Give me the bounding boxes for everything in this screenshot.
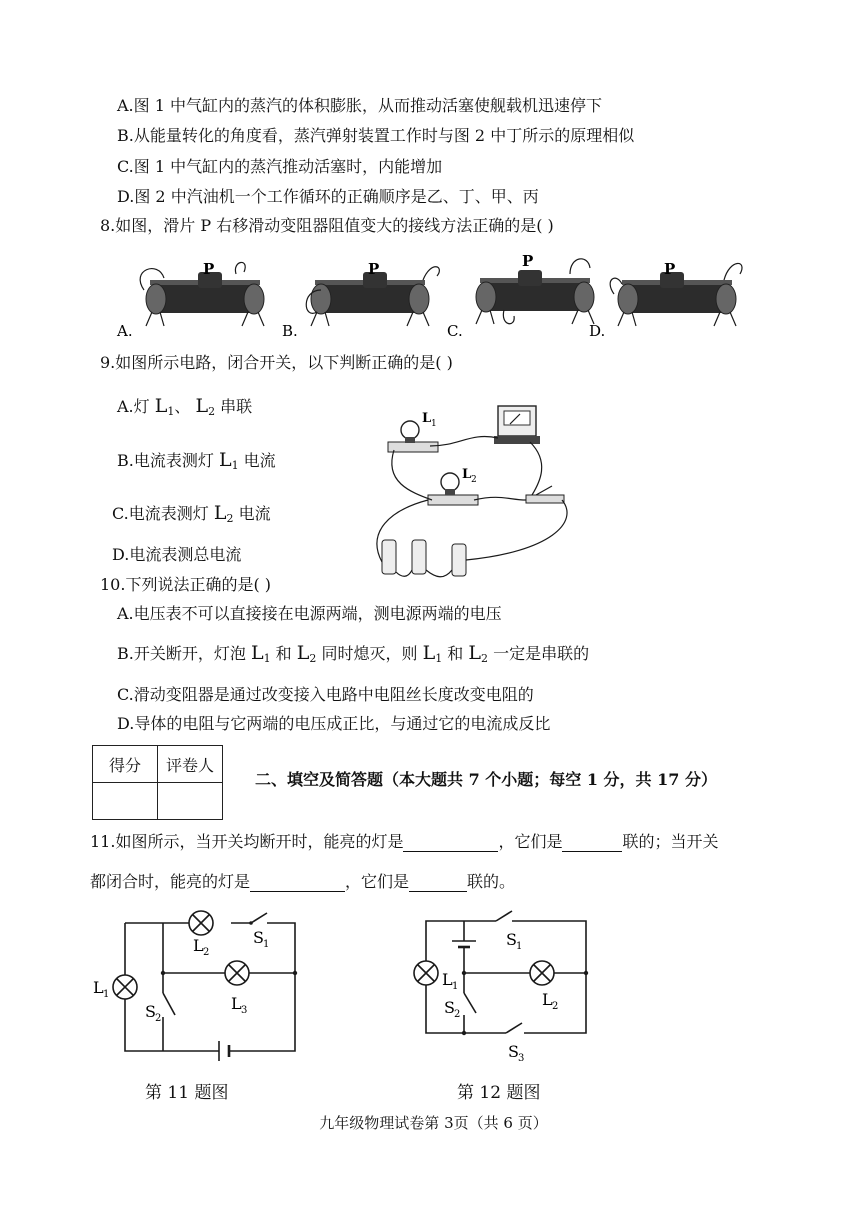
svg-text:1: 1 — [103, 989, 110, 1000]
q8-slider-label-b: P — [368, 260, 380, 278]
score-table — [92, 745, 223, 820]
svg-text:L: L — [231, 994, 242, 1013]
fig12-switch-s2 — [464, 993, 476, 1013]
q11-line1: 11.如图所示，当开关均断开时，能亮的灯是 ，它们是 联的；当开关 — [90, 832, 719, 851]
q8-option-a-label: A. — [117, 322, 133, 340]
fig11-switch-s1 — [251, 913, 267, 923]
bulb-icon — [401, 421, 419, 439]
q10-option-d: D.导体的电阻与它两端的电压成正比，与通过它的电流成反比 — [117, 714, 551, 733]
svg-text:L: L — [93, 978, 104, 997]
svg-text:1: 1 — [431, 419, 437, 429]
section2-title: 二、填空及简答题（本大题共 7 个小题；每空 1 分，共 17 分） — [255, 770, 717, 789]
svg-text:2: 2 — [155, 1013, 162, 1024]
q8-option-c-label: C. — [447, 322, 463, 340]
q10-stem: 10.下列说法正确的是( ) — [100, 575, 272, 594]
svg-text:1: 1 — [452, 981, 459, 992]
page-footer: 九年级物理试卷第 3页（共 6 页） — [319, 1114, 548, 1132]
q7-option-b: B.从能量转化的角度看，蒸汽弹射装置工作时与图 2 中丁所示的原理相似 — [117, 126, 635, 145]
svg-text:L: L — [462, 467, 472, 482]
svg-text:S: S — [145, 1002, 156, 1021]
q7-option-d: D.图 2 中汽油机一个工作循环的正确顺序是乙、丁、甲、丙 — [117, 187, 539, 206]
q7-option-a: A.图 1 中气缸内的蒸汽的体积膨胀，从而推动活塞使舰载机迅速停下 — [117, 96, 602, 115]
q9-stem: 9.如图所示电路，闭合开关，以下判断正确的是( ) — [100, 353, 453, 372]
svg-text:2: 2 — [203, 947, 210, 958]
rheostat-c — [476, 259, 594, 324]
score-header: 得分 — [93, 746, 158, 783]
q10-option-a: A.电压表不可以直接接在电源两端，测电源两端的电压 — [117, 604, 502, 623]
q8-option-d-label: D. — [589, 322, 606, 340]
svg-text:S: S — [253, 928, 264, 947]
q7-option-c: C.图 1 中气缸内的蒸汽推动活塞时，内能增加 — [117, 157, 443, 176]
score-cell — [93, 783, 158, 820]
q11-blank-2 — [562, 833, 622, 852]
svg-text:2: 2 — [471, 475, 477, 485]
q8-option-b-label: B. — [282, 322, 298, 340]
svg-text:1: 1 — [263, 939, 270, 950]
fig11-switch-s2 — [163, 993, 175, 1015]
q9-circuit-figure — [370, 402, 580, 582]
q8-slider-label-c: P — [522, 252, 534, 270]
svg-text:L: L — [542, 990, 553, 1009]
svg-text:L: L — [193, 936, 204, 955]
q9-option-c: C.电流表测灯 $L_2$ 电流 — [112, 502, 271, 525]
q11-blank-1 — [403, 833, 498, 852]
q8-slider-label-d: P — [664, 260, 676, 278]
svg-text:3: 3 — [518, 1053, 525, 1064]
grader-header: 评卷人 — [158, 746, 223, 783]
q10-option-c: C.滑动变阻器是通过改变接入电路中电阻丝长度改变电阻的 — [117, 685, 534, 704]
q8-rheostat-figures — [0, 250, 867, 350]
svg-text:3: 3 — [241, 1005, 248, 1016]
fig12-caption: 第 12 题图 — [457, 1083, 541, 1103]
q9-option-a: A.灯 $L_1$、 $L_2$ 串联 — [117, 395, 253, 418]
q9-option-d: D.电流表测总电流 — [112, 545, 242, 564]
q8-slider-label-a: P — [203, 260, 215, 278]
svg-text:S: S — [444, 998, 455, 1017]
q8-stem: 8.如图，滑片 P 右移滑动变阻器阻值变大的接线方法正确的是( ) — [100, 216, 554, 235]
svg-text:S: S — [508, 1042, 519, 1061]
svg-text:2: 2 — [552, 1001, 559, 1012]
q9-option-b: B.电流表测灯 $L_1$ 电流 — [117, 449, 276, 472]
svg-text:L: L — [442, 970, 453, 989]
svg-text:L: L — [422, 411, 432, 426]
fig11-caption: 第 11 题图 — [145, 1083, 229, 1103]
q11-blank-3 — [250, 873, 345, 892]
svg-text:2: 2 — [454, 1009, 461, 1020]
rheostat-d — [610, 263, 742, 326]
q11-line2: 都闭合时，能亮的灯是 ，它们是 联的。 — [90, 872, 516, 891]
svg-text:S: S — [506, 930, 517, 949]
grader-cell — [158, 783, 223, 820]
svg-text:1: 1 — [516, 941, 523, 952]
fig12-switch-s3 — [506, 1023, 522, 1033]
fig12-switch-s1 — [496, 911, 512, 921]
fig11-circuit — [85, 905, 325, 1055]
fig12-circuit — [408, 905, 608, 1065]
q10-option-b: B.开关断开，灯泡 $L_1$ 和 $L_2$ 同时熄灭，则 $L_1$ 和 $L_2$ 一定是串联的 — [117, 642, 590, 665]
q11-blank-4 — [409, 873, 467, 892]
switch-icon — [526, 495, 564, 503]
